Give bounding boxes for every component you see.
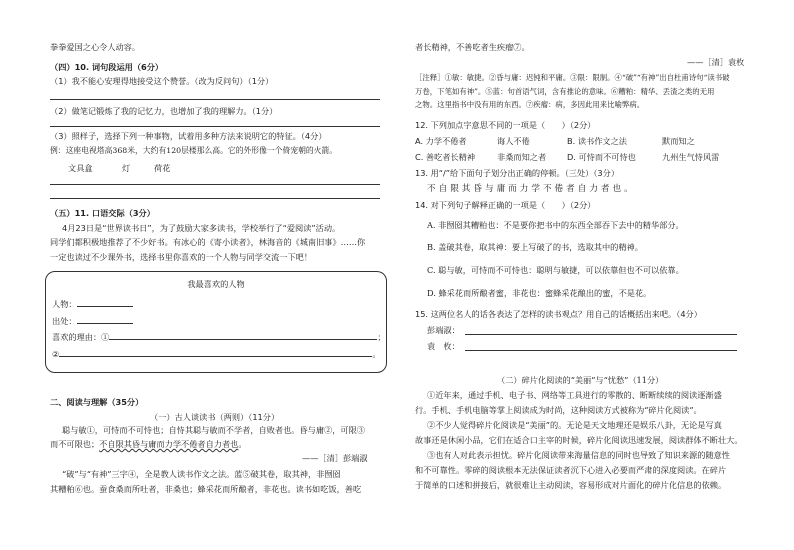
answer-line[interactable]: [50, 198, 380, 199]
source-label: 出处：: [52, 316, 77, 326]
option-compare: 非桑而知之者: [497, 152, 547, 162]
option[interactable]: C. 聪与敏，可恃而不可恃也：聪明与敏捷，可以依靠但也不可以依靠。: [427, 265, 684, 275]
answer-line[interactable]: [50, 126, 380, 127]
example-text: 例：这座电视塔高368米，大约有120层楼那么高。它的外形像一个倚宠朝的火箭。: [50, 146, 338, 155]
answer-label: 彭端淑：: [427, 325, 460, 335]
answer-box: [45, 271, 387, 373]
question: 15. 这两位名人的话各表达了怎样的读书观点？用自己的话概括出来吧。（4分）: [415, 309, 702, 319]
right-column: [397, 0, 794, 550]
reason-label: 喜欢的理由：①: [52, 332, 110, 342]
option[interactable]: A. 力学不倦者: [415, 136, 467, 146]
sentence-to-mark[interactable]: 不自限其昏与庸而力学不倦者自力者也。: [427, 184, 636, 194]
field-label: [52, 298, 133, 308]
passage-line: 行。手机、手机电脑等掌上阅读成为时尚，这种阅读方式被称为“碎片化阅读”。: [415, 405, 702, 415]
option-compare: 九州生气恃风雷: [662, 152, 720, 162]
punct: 。: [372, 349, 381, 359]
passage-line: 故事还是休闲小品，它们在适合口主宰的时候，碎片化阅读迅速发展，阅读群体不断壮大。: [415, 435, 743, 445]
option: 灯: [122, 163, 131, 173]
field-label: [52, 348, 381, 358]
reason1-field[interactable]: [109, 331, 377, 340]
box-title: 我最喜欢的人物: [187, 279, 245, 289]
option-compare: 诲人不倦: [497, 136, 530, 146]
section-heading: （五）11. 口语交际（3分）: [50, 208, 155, 218]
passage-line: ②不少人觉得碎片化阅读是“美丽”的。无论是天文地理还是娱乐八卦，无论是写真: [427, 420, 722, 430]
passage-line: 者长精神，不善吃者生疾瘤⑦。: [415, 42, 530, 52]
question: 12. 下列加点字意思不同的一项是（ ）（2分）: [415, 120, 596, 130]
passage-line: 于简单的口述和拼接后，就很难让主动阅读，容易形成对片面化的碎片化信息的依赖。: [415, 480, 727, 490]
question: 14. 对下列句子解释正确的一项是（ ）（2分）: [415, 200, 596, 210]
punct: 。: [238, 439, 247, 449]
source-field[interactable]: [77, 315, 133, 324]
reason2-label: ②: [52, 349, 60, 359]
passage-line: [50, 440, 247, 448]
option[interactable]: B. 读书作文之法: [567, 136, 627, 146]
answer-line[interactable]: [465, 350, 737, 351]
author: ——［清］袁枚: [687, 57, 745, 67]
paragraph-line: 同学们都积极地推荐了不少好书。有冰心的《寄小读者》，林海音的《城南旧事》……你: [50, 237, 366, 247]
passage-text: 而不可限也；: [50, 439, 100, 449]
question: 13. 用“/”给下面句子划分出正确的停顿。（三处）（3分）: [415, 168, 620, 178]
part-heading: 二、阅读与理解（35分）: [50, 397, 144, 407]
author: ——［清］彭端淑: [302, 453, 368, 463]
passage-line: “破”与“有神”三字④，全是教人读书作文之法。蓝⑤破其卷，取其神，非囫囵: [62, 469, 341, 479]
option[interactable]: D. 蜂采花而所酿者蜜，非花也：蜜蜂采花酿出的蜜，不是花。: [427, 288, 652, 298]
passage-line: ①近年来，通过手机、电子书、网络等工具进行的零散的、断断续续的阅读逐渐盛: [427, 390, 722, 400]
note-line: ［注释］①敏：敏捷。②昏与庸：迟钝和平庸。③限：限制。④“破”“有神”出自杜甫诗句“读书破: [415, 73, 730, 82]
option[interactable]: B. 盖破其卷，取其神：要上写破了的书，选取其中的精神。: [427, 242, 643, 252]
paragraph-line: 4月23日是“世界读书日”，为了鼓励大家多读书，学校举行了“爱阅读”活动。: [62, 223, 341, 233]
person-field[interactable]: [77, 298, 133, 307]
option[interactable]: A. 非囫囵其糟粕也：不是要你把书中的东西全部吞下去中的精华部分。: [427, 220, 684, 230]
answer-line[interactable]: [50, 184, 380, 185]
passage-line: ③也有人对此表示担忧。碎片化阅读带来海量信息的同时也导致了知识来源的随意性: [427, 450, 730, 460]
option[interactable]: D. 可恃而不可恃也: [567, 152, 636, 162]
field-label: [52, 315, 133, 325]
reading-title: （一）古人谈读书（两则）（11分）: [150, 412, 280, 422]
note-line: 万卷，下笔如有神”。⑤蓝：句首语气词，含有推论的意味。⑥糟粕：精华、丢渣之类的无用: [415, 87, 715, 96]
option: 文具盒: [68, 163, 93, 173]
passage-line: 和不可靠性。零碎的阅读根本无法保证读者沉下心进入必要而严肃的深度阅读。在碎片: [415, 465, 727, 475]
answer-line[interactable]: [465, 334, 737, 335]
answer-label: 袁 枚：: [427, 341, 460, 351]
field-label: [52, 331, 386, 341]
person-label: 人物：: [52, 299, 77, 309]
underlined-sentence: 不自限其昏与庸而力学不倦者自力者也: [99, 439, 239, 449]
passage-line: 聪与敏①，可恃而不可恃也；自恃其聪与敏而不学者，自败者也。昏与庸②，可限③: [62, 425, 365, 435]
question: （2）做笔记锻炼了我的记忆力，也增加了我的理解力。（1分）: [50, 106, 278, 116]
question: （1）我不能心安理得地接受这个赞誉。（改为反问句）（1分）: [50, 76, 274, 86]
paragraph-line: 一定也读过不少课外书，选择书里你喜欢的一个人物与同学交流一下吧！: [50, 252, 313, 262]
reason2-field[interactable]: [59, 348, 372, 357]
reading-title: （二）碎片化阅读的“美丽”与“忧愁”（11分）: [497, 375, 664, 385]
option: 荷花: [154, 163, 171, 173]
note-line: 之物。这里指书中没有用的东西。⑦疾瘤：病，多因此用来比喻弊病。: [415, 100, 645, 109]
question: （3）照样子，选择下列一种事物，试着用多种方法来说明它的特征。（4分）: [50, 131, 327, 141]
option-compare: 默而知之: [662, 136, 695, 146]
answer-line[interactable]: [50, 99, 380, 100]
text-line: 拳拳爱国之心令人动容。: [50, 42, 141, 52]
punct: ；: [377, 332, 386, 342]
option[interactable]: C. 善吃者长精神: [415, 152, 476, 162]
passage-line: 其糟粕⑥也。蚕食桑而所吐者，非桑也；蜂采花而所酿者，非花也。读书如吃饭，善吃: [50, 484, 362, 494]
section-heading: （四）10. 词句段运用（6分）: [50, 62, 164, 72]
